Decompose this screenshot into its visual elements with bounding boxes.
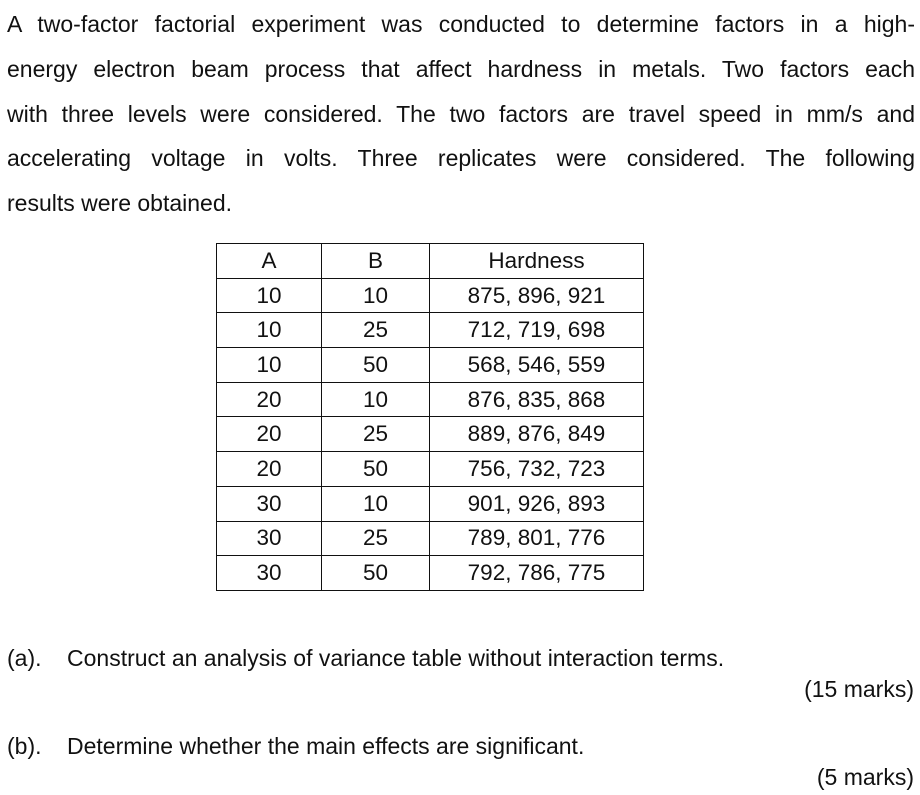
- header-hardness: Hardness: [430, 244, 644, 279]
- table-row: [217, 382, 644, 417]
- cell-hardness: 712, 719, 698: [430, 313, 644, 348]
- cell-hardness: 889, 876, 849: [430, 417, 644, 452]
- question-b-marks: (5 marks): [816, 764, 914, 790]
- cell-hardness: 792, 786, 775: [430, 556, 644, 591]
- cell-hardness: 756, 732, 723: [430, 452, 644, 487]
- table-row: [217, 417, 644, 452]
- problem-statement: [7, 2, 915, 226]
- cell-b: 50: [322, 348, 430, 383]
- table-row: [217, 521, 644, 556]
- header-a: A: [217, 244, 322, 279]
- cell-b: 10: [322, 486, 430, 521]
- cell-b: 50: [322, 556, 430, 591]
- cell-a: 20: [217, 382, 322, 417]
- table-row: [217, 348, 644, 383]
- question-b-label: (b).: [7, 733, 42, 759]
- question-b: [7, 733, 584, 760]
- cell-b: 10: [322, 278, 430, 313]
- table-row: [217, 278, 644, 313]
- intro-line: A two-factor factorial experiment was conducted to determine factors in a high-: [7, 11, 915, 37]
- intro-line: with three levels were considered. The two factors are travel speed in mm/s and: [7, 100, 915, 127]
- cell-a: 30: [217, 556, 322, 591]
- cell-a: 20: [217, 452, 322, 487]
- table-row: [217, 486, 644, 521]
- cell-hardness: 876, 835, 868: [430, 382, 644, 417]
- cell-a: 10: [217, 313, 322, 348]
- cell-a: 30: [217, 486, 322, 521]
- cell-b: 25: [322, 521, 430, 556]
- question-a: [7, 645, 724, 672]
- cell-hardness: 875, 896, 921: [430, 278, 644, 313]
- table-row: [217, 313, 644, 348]
- cell-a: 10: [217, 278, 322, 313]
- table-header-row: [217, 244, 644, 279]
- hardness-data-table: [216, 243, 644, 591]
- cell-a: 20: [217, 417, 322, 452]
- header-b: B: [322, 244, 430, 279]
- question-a-label: (a).: [7, 645, 42, 671]
- cell-hardness: 568, 546, 559: [430, 348, 644, 383]
- intro-line: accelerating voltage in volts. Three replicates were considered. The following: [7, 145, 915, 172]
- cell-b: 25: [322, 417, 430, 452]
- table-row: [217, 556, 644, 591]
- cell-b: 25: [322, 313, 430, 348]
- question-b-text: Determine whether the main effects are significant.: [67, 733, 585, 759]
- cell-hardness: 789, 801, 776: [430, 521, 644, 556]
- intro-line: results were obtained.: [7, 190, 233, 217]
- cell-a: 30: [217, 521, 322, 556]
- cell-hardness: 901, 926, 893: [430, 486, 644, 521]
- cell-b: 50: [322, 452, 430, 487]
- question-a-marks: (15 marks): [804, 676, 914, 702]
- intro-line: energy electron beam process that affect hardness in metals. Two factors each: [7, 55, 915, 82]
- question-a-text: Construct an analysis of variance table without interaction terms.: [67, 645, 725, 671]
- cell-b: 10: [322, 382, 430, 417]
- cell-a: 10: [217, 348, 322, 383]
- table-row: [217, 452, 644, 487]
